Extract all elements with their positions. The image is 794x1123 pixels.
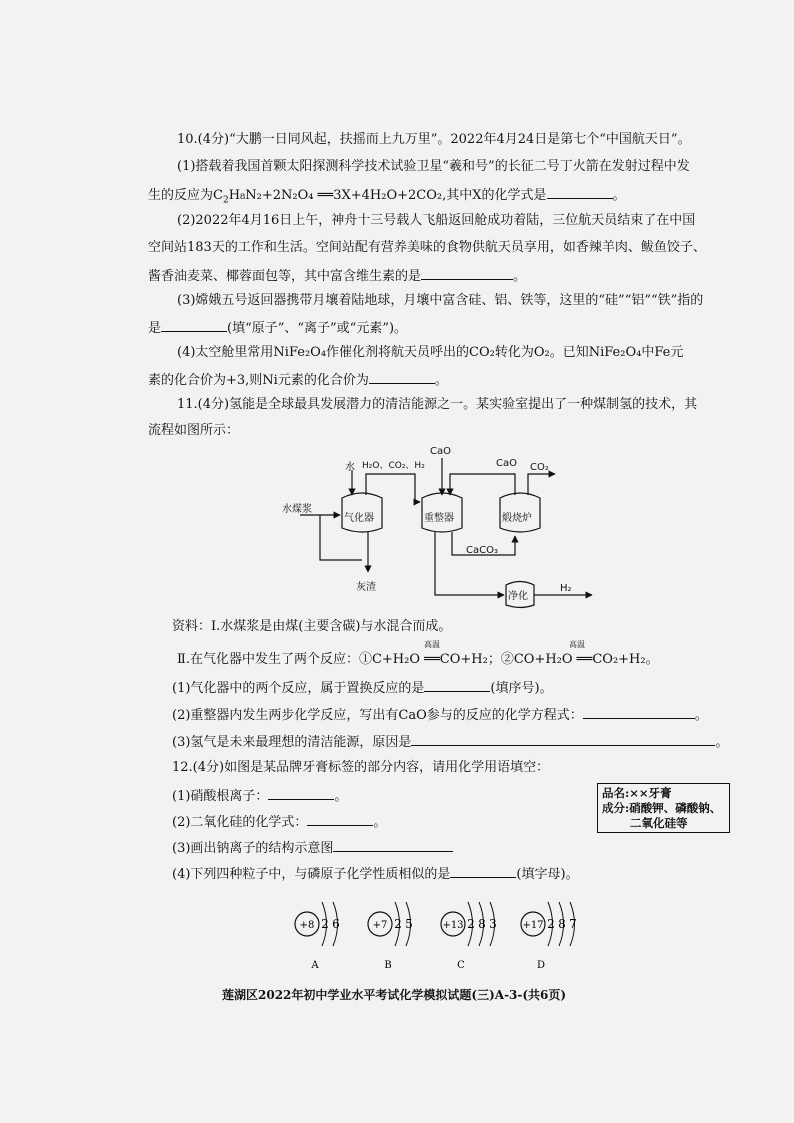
toothpaste-label: [597, 783, 730, 833]
q10-part3-line1: (3)嫦娥五号返回器携带月壤着陆地球，月壤中富含硅、铝、铁等，这里的“硅”“铝”“铁”指的: [177, 293, 704, 308]
atom-letter: B: [384, 960, 392, 971]
q10-part3-pre: 是: [148, 321, 162, 336]
q10-blank-3[interactable]: [161, 318, 227, 332]
label-reformer: 重整器: [424, 513, 454, 524]
q11-q1-text: (1)气化器中的两个反应，属于置换反应的是: [172, 681, 425, 696]
q11-q1: [172, 678, 553, 698]
electron-count: 7: [569, 917, 577, 931]
q10-part3-line2: [148, 318, 407, 338]
atom-structures: [285, 882, 595, 974]
label-cao-mid: CaO: [496, 458, 517, 469]
q12-blank-3[interactable]: [333, 838, 453, 852]
q10-part3-post: (填“原子”、“离子”或“元素”)。: [227, 321, 408, 336]
q12-q4-text: (4)下列四种粒子中，与磷原子化学性质相似的是: [172, 867, 451, 882]
q11-stem-line2: 流程如图所示：: [148, 423, 240, 438]
electron-count: 5: [405, 917, 413, 931]
label-gasifier: 气化器: [344, 513, 374, 524]
q10-blank-1[interactable]: [547, 185, 613, 199]
q10-stem: 10.(4分)“大鹏一日同风起，扶摇而上九万里”。2022年4月24日是第七个“中国航天日”。: [177, 132, 691, 147]
atom-d: [521, 902, 577, 971]
atom-c: [441, 902, 497, 971]
nucleus-charge: +7: [372, 920, 388, 931]
nucleus-charge: +8: [299, 920, 315, 931]
electron-count: 8: [558, 917, 566, 931]
electron-count: 2: [321, 917, 329, 931]
q10-eq-pre: 生的反应为C: [148, 188, 223, 203]
q11-blank-2[interactable]: [583, 705, 695, 719]
q10-blank-2[interactable]: [421, 266, 513, 280]
page-footer: 莲湖区2022年初中学业水平考试化学模拟试题(三)A-3-(共6页): [222, 988, 567, 1002]
q11-q2: (2)重整器内发生两步化学反应，写出有CaO参与的反应的化学方程式： 。: [172, 705, 708, 725]
label-line-3: 二氧化硅等: [630, 816, 688, 830]
q10-part2-line2: 空间站183天的工作和生活。空间站配有营养美味的食物供航天员享用，如香辣羊肉、鲅鱼饺子、: [148, 240, 706, 255]
flow-diagram: [270, 440, 610, 610]
nucleus-charge: +13: [442, 920, 464, 931]
electron-count: 2: [547, 917, 555, 931]
label-purify: 净化: [508, 591, 528, 602]
electron-count: 2: [467, 917, 475, 931]
q11-q2-text: (2)重整器内发生两步化学反应，写出有CaO参与的反应的化学方程式：: [172, 708, 583, 723]
q10-part2-line1: (2)2022年4月16日上午，神舟十三号载人飞船返回舱成功着陆，三位航天员结束了在中国: [177, 213, 696, 228]
atom-letter: A: [311, 960, 319, 971]
q12-q1-text: (1)硝酸根离子：: [172, 789, 269, 804]
q10-part2-line3: 酱香油麦菜、椰蓉面包等，其中富含维生素的是 。: [148, 266, 526, 286]
q12-q1: (1)硝酸根离子： 。: [172, 786, 347, 806]
q12-q3: [172, 838, 453, 858]
label-slurry: 水煤浆: [282, 504, 312, 515]
q12-blank-1[interactable]: [268, 786, 334, 800]
label-line-1: 品名:××牙膏: [602, 786, 672, 800]
q11-cond2: 高温: [569, 640, 585, 649]
q12-stem: 12.(4分)如图是某品牌牙膏标签的部分内容，请用化学用语填空：: [172, 760, 550, 775]
q10-part4-text: 素的化合价为+3,则Ni元素的化合价为: [148, 373, 369, 388]
q10-part1-line2: 生的反应为$C_2H_8N_2+2N_2O_4$ ══3X+4H₂O+2CO₂,其中X的化学式是 。: [148, 185, 626, 210]
label-line-2: 成分:硝酸钾、磷酸钠、: [602, 801, 722, 815]
electron-count: 8: [478, 917, 486, 931]
q12-q4-post: (填字母)。: [516, 867, 579, 882]
q11-q3: (3)氢气是未来最理想的清洁能源，原因是 。: [172, 732, 728, 752]
q10-part4-line1: (4)太空舱里常用NiFe₂O₄作催化剂将航天员呼出的CO₂转化为O₂。已知NiFe₂O₄中Fe元: [177, 345, 684, 360]
q11-stem-line1: 11.(4分)氢能是全球最具发展潜力的清洁能源之一。某实验室提出了一种煤制氢的技术，其: [177, 397, 698, 412]
label-h2: H₂: [560, 583, 572, 594]
atom-letter: D: [536, 960, 546, 971]
electron-count: 3: [489, 917, 497, 931]
q12-q3-text: (3)画出钠离子的结构示意图: [172, 841, 334, 856]
label-cao-top: CaO: [430, 446, 451, 457]
q10-part4-line2: 素的化合价为+3,则Ni元素的化合价为 。: [148, 370, 448, 390]
q11-info2: Ⅱ.在气化器中发生了两个反应：①C+H₂O ══CO+H₂；②CO+H₂O ══CO₂+H₂。: [177, 652, 659, 667]
label-water: 水: [345, 462, 355, 473]
q10-eq: H₈N₂+2N₂O₄ ══3X+4H₂O+2CO₂,其中X的化学式是: [228, 188, 547, 203]
nucleus-charge: +17: [522, 920, 544, 931]
q10-part1-line1: (1)搭载着我国首颗太阳探测科学技术试验卫星“羲和号”的长征二号丁火箭在发射过程中发: [177, 159, 690, 174]
q11-cond1: 高温: [424, 640, 440, 649]
q12-q2-text: (2)二氧化硅的化学式：: [172, 815, 308, 830]
atom-b: [368, 902, 413, 971]
electron-count: 2: [394, 917, 402, 931]
q10-part2-text: 酱香油麦菜、椰蓉面包等，其中富含维生素的是: [148, 269, 422, 284]
electron-count: 6: [332, 917, 340, 931]
q11-blank-3[interactable]: [411, 732, 715, 746]
q12-blank-4[interactable]: [450, 864, 516, 878]
q10-blank-4[interactable]: [369, 370, 435, 384]
q12-q2: (2)二氧化硅的化学式： 。: [172, 812, 386, 832]
label-gases: H₂O、CO₂、H₂: [362, 461, 425, 471]
q11-info1: 资料：Ⅰ.水煤浆是由煤(主要含碳)与水混合而成。: [172, 619, 452, 634]
label-ash: 灰渣: [356, 582, 376, 593]
q11-blank-1[interactable]: [424, 678, 490, 692]
label-calciner: 煅烧炉: [502, 513, 532, 524]
atom-letter: C: [457, 960, 465, 971]
q12-blank-2[interactable]: [307, 812, 373, 826]
label-caco3: CaCO₃: [466, 545, 498, 556]
q12-q4: [172, 864, 579, 884]
q11-q3-text: (3)氢气是未来最理想的清洁能源，原因是: [172, 735, 412, 750]
label-co2: CO₂: [530, 462, 549, 473]
q11-q1-post: (填序号)。: [490, 681, 553, 696]
atom-a: [295, 902, 340, 971]
